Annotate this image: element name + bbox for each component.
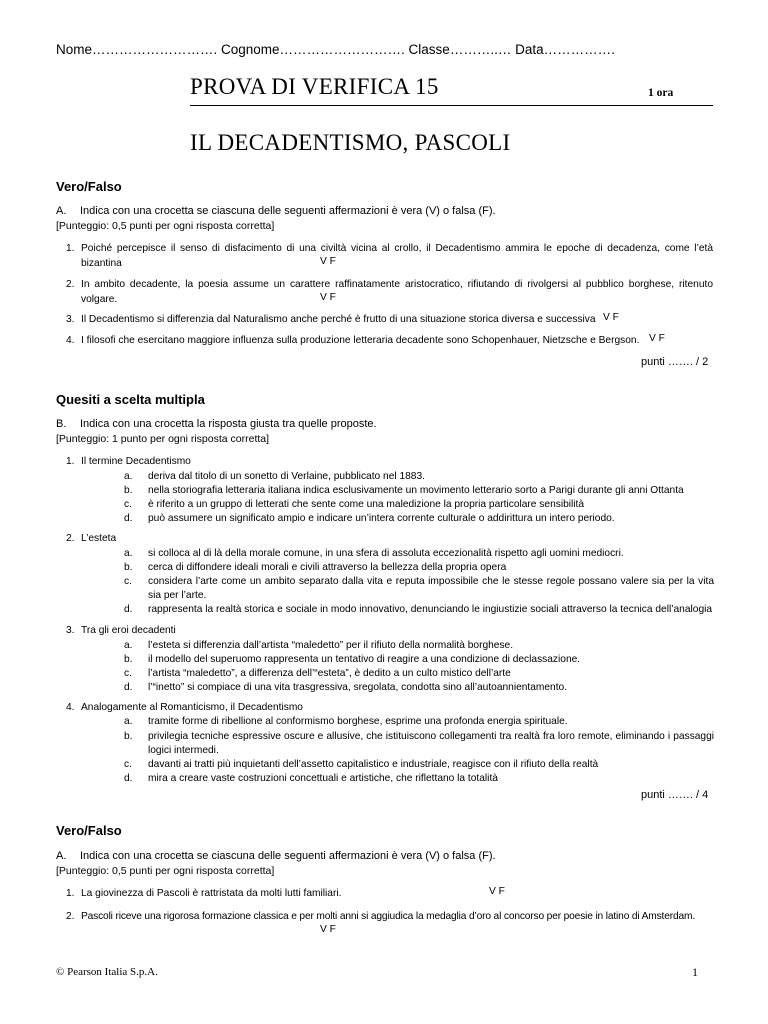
option-letter: d. <box>124 773 133 784</box>
option-letter: d. <box>124 604 133 615</box>
option-text: l’esteta si differenzia dall’artista “maledetto” per il rifiuto della normalità borghese. <box>148 640 514 651</box>
option-letter: b. <box>124 731 133 742</box>
option-text: cerca di diffondere ideali morali e civili attraverso la bellezza della propria opera <box>148 562 507 573</box>
option-text: considera l’arte come un ambito separato dalla vita e reputa impossibile che le stesse regole possano valere sia per la vita sia per l’arte. <box>148 576 714 601</box>
option-text: l’“inetto” si compiace di una vita trasgressiva, sregolata, condotta sino all’autoannientamento. <box>148 682 568 693</box>
question-text: L’esteta <box>81 533 117 544</box>
item-number: 2. <box>66 911 75 922</box>
option-text: deriva dal titolo di un sonetto di Verlaine, pubblicato nel 1883. <box>148 471 425 482</box>
option-text: nella storiografia letteraria italiana indica esclusivamente un movimento letterario sorto a Parigi durante gli anni Ottanta <box>148 485 684 496</box>
item-text: Il Decadentismo si differenzia dal Naturalismo anche perché è frutto di una situazione storica diversa e successiva <box>81 314 596 325</box>
question-number: 1. <box>66 456 75 467</box>
question-stem <box>66 702 303 713</box>
question-stem <box>66 533 116 544</box>
option-text: privilegia tecniche espressive oscure e allusive, che istituiscono collegamenti tra realtà fra loro remote, eliminando i passaggi logici intermedi. <box>148 731 714 756</box>
option-letter: d. <box>124 682 133 693</box>
section1-score: [Punteggio: 0,5 punti per ogni risposta corretta] <box>56 220 275 232</box>
item-number: 2. <box>66 279 75 290</box>
question-text: Tra gli eroi decadenti <box>81 625 176 636</box>
test-title: PROVA DI VERIFICA 15 <box>190 74 439 99</box>
option-text: l’artista “maledetto”, a differenza dell’“esteta”, è dedito a un culto mistico dell’arte <box>148 668 511 679</box>
question-stem <box>66 625 176 636</box>
option-text: può assumere un significato ampio e indicare un’intera corrente culturale o addirittura un intero periodo. <box>148 513 615 524</box>
true-false-checkbox[interactable]: V F <box>489 886 505 897</box>
option-letter: a. <box>124 471 133 482</box>
question-text: Analogamente al Romanticismo, il Decadentismo <box>81 702 303 713</box>
true-false-checkbox[interactable]: V F <box>649 333 665 344</box>
item-number: 3. <box>66 314 75 325</box>
title-divider <box>190 105 713 106</box>
question-number: 2. <box>66 533 75 544</box>
section1-instruction-text: Indica con una crocetta se ciascuna delle seguenti affermazioni è vera (V) o falsa (F). <box>80 205 496 217</box>
page-number: 1 <box>692 965 698 979</box>
option-letter: a. <box>124 716 133 727</box>
item-text: In ambito decadente, la poesia assume un carattere raffinatamente aristocratico, rifiutando di rivolgersi al pubblico borghese, ritenuto volgare. <box>81 279 713 305</box>
option-text: rappresenta la realtà storica e sociale in modo innovativo, denunciando le ingiustizie sociali attraverso la tecnica dell’analogia <box>148 604 713 615</box>
question-number: 4. <box>66 702 75 713</box>
section1-label: A. <box>56 205 67 217</box>
option-letter: c. <box>124 576 132 587</box>
question-number: 3. <box>66 625 75 636</box>
option-letter: b. <box>124 485 133 496</box>
item-text: La giovinezza di Pascoli è rattristata da molti lutti familiari. <box>81 888 342 899</box>
section2-score: [Punteggio: 1 punto per ogni risposta corretta] <box>56 433 270 445</box>
section3-label: A. <box>56 850 67 862</box>
copyright-notice: © Pearson Italia S.p.A. <box>56 966 158 978</box>
section3-instruction <box>56 850 496 862</box>
item-text: Pascoli riceve una rigorosa formazione classica e per molti anni si aggiudica la medaglia d’oro al concorso per poesie in latino di Amsterdam. <box>81 911 696 922</box>
section2-instruction <box>56 418 377 430</box>
student-info-fields: Nome………………………. Cognome………………………. Classe………..… Data……………. <box>56 42 615 57</box>
option-letter: b. <box>124 562 133 573</box>
section3-instruction-text: Indica con una crocetta se ciascuna delle seguenti affermazioni è vera (V) o falsa (F). <box>80 850 496 862</box>
question-text: Il termine Decadentismo <box>81 456 191 467</box>
item-number: 4. <box>66 335 75 346</box>
option-text: è riferito a un gruppo di letterati che sente come una maledizione la propria particolare sensibilità <box>148 499 585 510</box>
true-false-checkbox[interactable]: V F <box>320 292 336 303</box>
section3-heading: Vero/Falso <box>56 823 122 838</box>
item-number: 1. <box>66 243 75 254</box>
true-false-checkbox[interactable]: V F <box>320 924 336 935</box>
item-number: 1. <box>66 888 75 899</box>
option-letter: c. <box>124 499 132 510</box>
question-stem <box>66 456 191 467</box>
true-false-checkbox[interactable]: V F <box>603 312 619 323</box>
section1-heading: Vero/Falso <box>56 179 122 194</box>
section2-label: B. <box>56 418 67 430</box>
test-subtitle: IL DECADENTISMO, PASCOLI <box>190 130 511 155</box>
section2-instruction-text: Indica con una crocetta la risposta giusta tra quelle proposte. <box>80 418 377 430</box>
option-text: tramite forme di ribellione al conformismo borghese, esprime una profonda energia spirituale. <box>148 716 568 727</box>
item-text: Poiché percepisce il senso di disfacimento di una civiltà vicina al crollo, il Decadentismo ammira le epoche di decadenza, come l’età bizantina <box>81 243 713 269</box>
option-letter: a. <box>124 640 133 651</box>
section1-points: punti ……. / 2 <box>641 356 709 368</box>
option-letter: c. <box>124 759 132 770</box>
option-letter: b. <box>124 654 133 665</box>
true-false-checkbox[interactable]: V F <box>320 256 336 267</box>
section2-heading: Quesiti a scelta multipla <box>56 392 205 407</box>
section1-instruction <box>56 205 496 217</box>
section2-points: punti ……. / 4 <box>641 789 709 801</box>
test-duration: 1 ora <box>648 87 674 99</box>
item-text: I filosofi che esercitano maggiore influenza sulla produzione letteraria decadente sono Schopenhauer, Nietzsche e Bergson. <box>81 335 640 346</box>
option-letter: d. <box>124 513 133 524</box>
option-letter: c. <box>124 668 132 679</box>
option-letter: a. <box>124 548 133 559</box>
section3-score: [Punteggio: 0,5 punti per ogni risposta corretta] <box>56 865 275 877</box>
option-text: mira a creare vaste costruzioni concettuali e artistiche, che riflettano la totalità <box>148 773 498 784</box>
option-text: davanti ai tratti più inquietanti dell’assetto capitalistico e industriale, reagisce con il rifiuto della realtà <box>148 759 599 770</box>
option-text: si colloca al di là della morale comune, in una sfera di assoluta eccezionalità rispetto agli uomini mediocri. <box>148 548 624 559</box>
option-text: il modello del superuomo rappresenta un tentativo di reagire a una condizione di declassazione. <box>148 654 581 665</box>
